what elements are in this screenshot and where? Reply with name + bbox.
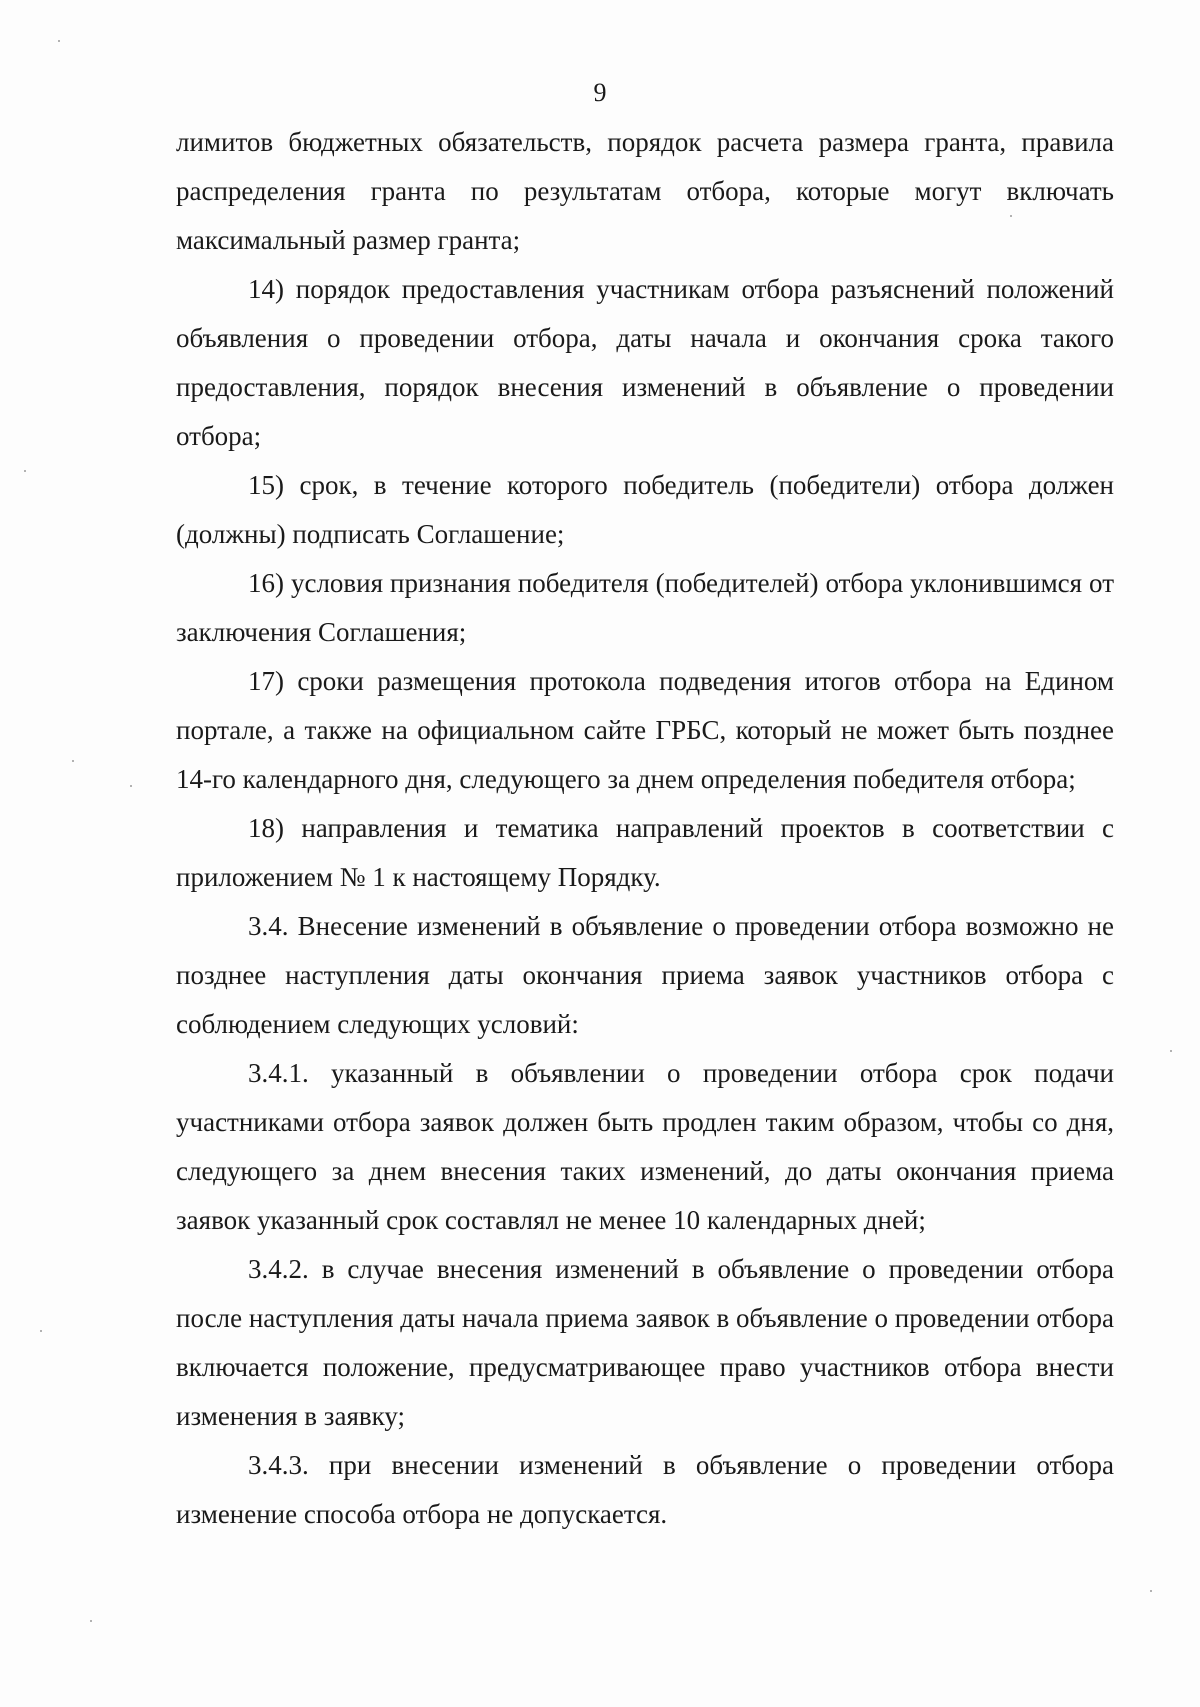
paragraph-limits: лимитов бюджетных обязательств, порядок расчета размера гранта, правила распределения гранта по результатам отбора, которые могут включать максимальный размер гранта; — [176, 127, 1114, 255]
document-body — [176, 118, 1114, 1539]
paragraph-section-3-4-3: 3.4.3. при внесении изменений в объявление о проведении отбора изменение способа отбора не допускается. — [176, 1450, 1114, 1529]
scan-speck — [1150, 1590, 1152, 1592]
scan-speck — [90, 1620, 92, 1622]
paragraph-item-15: 15) срок, в течение которого победитель (победители) отбора должен (должны) подписать Соглашение; — [176, 470, 1114, 549]
scan-speck — [72, 760, 74, 762]
scan-speck — [40, 1330, 42, 1332]
paragraph-item-18: 18) направления и тематика направлений проектов в соответствии с приложением № 1 к настоящему Порядку. — [176, 813, 1114, 892]
page-number: 9 — [593, 78, 607, 107]
paragraph-section-3-4-1: 3.4.1. указанный в объявлении о проведении отбора срок подачи участниками отбора заявок должен быть продлен таким образом, чтобы со дня, следующего за днем внесения таких изменений, до даты окончания приема заявок указанный срок составлял не менее 10 календарных дней; — [176, 1058, 1114, 1235]
paragraph-item-16: 16) условия признания победителя (победителей) отбора уклонившимся от заключения Соглашения; — [176, 568, 1114, 647]
paragraph-section-3-4: 3.4. Внесение изменений в объявление о проведении отбора возможно не позднее наступления даты окончания приема заявок участников отбора с соблюдением следующих условий: — [176, 911, 1114, 1039]
paragraph-item-17: 17) сроки размещения протокола подведения итогов отбора на Едином портале, а также на официальном сайте ГРБС, который не может быть позднее 14-го календарного дня, следующего за днем определения победителя отбора; — [176, 666, 1114, 794]
scan-speck — [1170, 1050, 1172, 1052]
paragraph-item-14: 14) порядок предоставления участникам отбора разъяснений положений объявления о проведении отбора, даты начала и окончания срока такого предоставления, порядок внесения изменений в объявление о проведении отбора; — [176, 274, 1114, 451]
scan-speck — [58, 40, 60, 42]
paragraph-section-3-4-2: 3.4.2. в случае внесения изменений в объявление о проведении отбора после наступления даты начала приема заявок в объявление о проведении отбора включается положение, предусматривающее право участников отбора внести изменения в заявку; — [176, 1254, 1114, 1431]
scan-speck — [24, 470, 26, 472]
scan-speck — [130, 785, 132, 787]
scan-speck — [1010, 215, 1012, 217]
